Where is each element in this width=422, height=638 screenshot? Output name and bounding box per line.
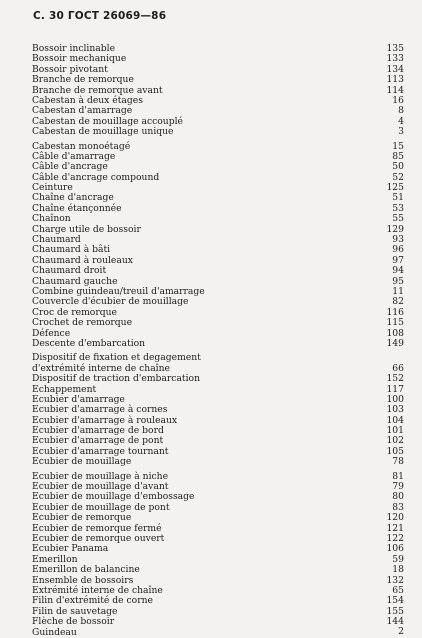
index-entry xyxy=(32,374,404,384)
entry-number: 105 xyxy=(386,445,404,457)
entry-number: 94 xyxy=(392,265,404,277)
index-entry xyxy=(32,353,404,374)
entry-number: 132 xyxy=(386,574,404,586)
entry-number: 152 xyxy=(386,373,404,385)
entry-term-line: Câble d'amarrage xyxy=(32,150,116,162)
entry-term-line: Bossoir mechanique xyxy=(32,53,127,65)
entry-term-line: Filin de sauvetage xyxy=(32,605,118,617)
entry-term xyxy=(32,617,362,627)
entry-term-line: Filin d'extrémité de corne xyxy=(32,595,153,607)
entry-number: 2 xyxy=(398,626,404,638)
entry-number: 4 xyxy=(398,115,404,127)
entry-term xyxy=(32,318,362,328)
entry-number: 117 xyxy=(386,383,404,395)
entry-term-line: Ecubier d'amarrage de bord xyxy=(32,425,164,437)
entry-term xyxy=(32,225,362,235)
entry-number: 114 xyxy=(386,84,404,96)
index-entry xyxy=(32,457,404,467)
entry-term xyxy=(32,353,362,374)
entry-number: 133 xyxy=(386,53,404,65)
entry-term-line: Câble d'ancrage xyxy=(32,161,108,173)
entry-number: 106 xyxy=(386,543,404,555)
entry-number: 149 xyxy=(386,337,404,349)
entry-term-line: Extrémité interne de chaîne xyxy=(32,584,163,596)
entry-term xyxy=(32,628,362,638)
entry-term-line: Croc de remorque xyxy=(32,306,117,318)
entry-term-line: Ensemble de bossoirs xyxy=(32,574,134,586)
entry-term-line: Défence xyxy=(32,327,71,339)
entry-term-line: Chaîne d'ancrage xyxy=(32,192,114,204)
entry-term-line: Ecubier de remorque ouvert xyxy=(32,532,165,544)
entry-number: 79 xyxy=(392,481,404,493)
index-entry xyxy=(32,204,404,214)
entry-term-line: Combine guindeau/treuil d'amarrage xyxy=(32,285,205,297)
entry-term-line: Chaumard droit xyxy=(32,265,107,277)
entry-number: 3 xyxy=(398,126,404,138)
entry-number: 102 xyxy=(386,435,404,447)
entry-term-line: Ecubier d'amarrage de pont xyxy=(32,435,164,447)
entry-term-line: Ecubier d'amarrage tournant xyxy=(32,445,169,457)
entry-number: 81 xyxy=(392,470,404,482)
entry-term xyxy=(32,173,362,183)
entry-number: 83 xyxy=(392,501,404,513)
index-entry xyxy=(32,318,404,328)
entry-term-line: Echappement xyxy=(32,383,97,395)
entry-number: 104 xyxy=(386,414,404,426)
entry-term-line: Flèche de bossoir xyxy=(32,616,115,628)
entry-number: 134 xyxy=(386,63,404,75)
entry-number: 97 xyxy=(392,254,404,266)
entry-number: 154 xyxy=(386,595,404,607)
entry-term-line: Emerillon de balancine xyxy=(32,564,140,576)
entry-term-line: Cabestan monoétagé xyxy=(32,140,131,152)
entry-term-line: Chaumard à rouleaux xyxy=(32,254,133,266)
entry-term-line: Ecubier Panama xyxy=(32,543,109,555)
entry-number: 121 xyxy=(386,522,404,534)
entry-term-line: Bossoir pivotant xyxy=(32,63,108,75)
entry-number: 108 xyxy=(386,327,404,339)
index-entry xyxy=(32,75,404,85)
entry-term-line: Branche de remorque avant xyxy=(32,84,163,96)
entry-number: 11 xyxy=(392,285,404,297)
entry-term-line: Charge utile de bossoir xyxy=(32,223,141,235)
entry-number: 18 xyxy=(392,564,404,576)
entry-number: 122 xyxy=(386,532,404,544)
entry-term-line: Crochet de remorque xyxy=(32,317,133,329)
index-entry xyxy=(32,617,404,627)
entry-term-line: Cabestan de mouillage accouplé xyxy=(32,115,183,127)
entry-term xyxy=(32,457,362,467)
entry-number: 101 xyxy=(386,425,404,437)
index-entry xyxy=(32,127,404,137)
entry-term-line: Ecubier de mouillage d'avant xyxy=(32,481,169,493)
entry-term-line: Emerillon xyxy=(32,553,78,565)
entry-term-line: Dispositif de fixation et degagement xyxy=(32,352,201,364)
entry-term-line: Ecubier de mouillage d'embossage xyxy=(32,491,195,503)
index-entry xyxy=(32,565,404,575)
entry-term-line: Ceinture xyxy=(32,182,73,194)
entry-number: 59 xyxy=(392,553,404,565)
entry-number: 155 xyxy=(386,605,404,617)
entry-number: 66 xyxy=(392,362,404,374)
entry-term-line: Chaînon xyxy=(32,213,71,225)
entry-number: 15 xyxy=(392,140,404,152)
entry-term xyxy=(32,565,362,575)
index-entry xyxy=(32,628,404,638)
entry-number: 80 xyxy=(392,491,404,503)
entry-term-line: Cabestan de mouillage unique xyxy=(32,126,174,138)
entry-term-line: Ecubier d'amarrage à rouleaux xyxy=(32,414,178,426)
entry-number: 82 xyxy=(392,296,404,308)
entry-number: 85 xyxy=(392,150,404,162)
entry-term-line: Ecubier de remorque fermé xyxy=(32,522,162,534)
entry-term xyxy=(32,204,362,214)
entry-term-line: Guindeau xyxy=(32,626,77,638)
entry-number: 51 xyxy=(392,192,404,204)
entry-number: 16 xyxy=(392,94,404,106)
index-entry xyxy=(32,225,404,235)
entry-term xyxy=(32,544,362,554)
entry-term-line: Ecubier de remorque xyxy=(32,512,132,524)
entry-number: 116 xyxy=(386,306,404,318)
index-list xyxy=(32,44,404,638)
entry-number: 103 xyxy=(386,404,404,416)
entry-term-line: Chaumard gauche xyxy=(32,275,118,287)
entry-term-line: Ecubier d'amarrage xyxy=(32,393,125,405)
entry-number: 95 xyxy=(392,275,404,287)
entry-number: 100 xyxy=(386,393,404,405)
entry-number: 50 xyxy=(392,161,404,173)
entry-number: 144 xyxy=(386,616,404,628)
entry-term-line: Bossoir inclinable xyxy=(32,43,116,54)
entry-number: 78 xyxy=(392,456,404,468)
entry-term-line: Ecubier de mouillage à niche xyxy=(32,470,169,482)
entry-term-line: Ecubier de mouillage de pont xyxy=(32,501,170,513)
index-entry xyxy=(32,339,404,349)
entry-term-line: Descente d'embarcation xyxy=(32,337,146,349)
entry-number: 96 xyxy=(392,244,404,256)
entry-number: 129 xyxy=(386,223,404,235)
entry-number: 65 xyxy=(392,584,404,596)
entry-number: 135 xyxy=(386,42,404,54)
entry-number: 115 xyxy=(386,317,404,329)
entry-number: 8 xyxy=(398,105,404,117)
entry-number: 120 xyxy=(386,512,404,524)
entry-term-line: Ecubier de mouillage xyxy=(32,456,132,468)
entry-term-line: Câble d'ancrage compound xyxy=(32,171,160,183)
index-entry xyxy=(32,544,404,554)
entry-term-line: Couvercle d'écubier de mouillage xyxy=(32,296,189,308)
entry-term xyxy=(32,374,362,384)
entry-number: 52 xyxy=(392,171,404,183)
entry-term-line: Cabestan d'amarrage xyxy=(32,105,133,117)
entry-term xyxy=(32,127,362,137)
entry-number: 53 xyxy=(392,202,404,214)
entry-number: 113 xyxy=(386,74,404,86)
entry-term-line: Dispositif de traction d'embarcation xyxy=(32,373,200,385)
entry-term-line: Ecubier d'amarrage à cornes xyxy=(32,404,168,416)
entry-number: 93 xyxy=(392,234,404,246)
entry-term-line: Cabestan à deux étages xyxy=(32,94,143,106)
entry-number: 55 xyxy=(392,213,404,225)
entry-term-line: Chaîne étançonnée xyxy=(32,202,122,214)
index-entry xyxy=(32,173,404,183)
entry-term-line: Chaumard xyxy=(32,234,81,246)
page-header: С. 30 ГОСТ 26069—86 xyxy=(33,10,167,22)
entry-term xyxy=(32,339,362,349)
entry-term-line: Branche de remorque xyxy=(32,74,134,86)
entry-term-line: d'extrémité interne de chaîne xyxy=(32,362,170,374)
entry-term-line: Chaumard à bâti xyxy=(32,244,111,256)
entry-number: 125 xyxy=(386,182,404,194)
